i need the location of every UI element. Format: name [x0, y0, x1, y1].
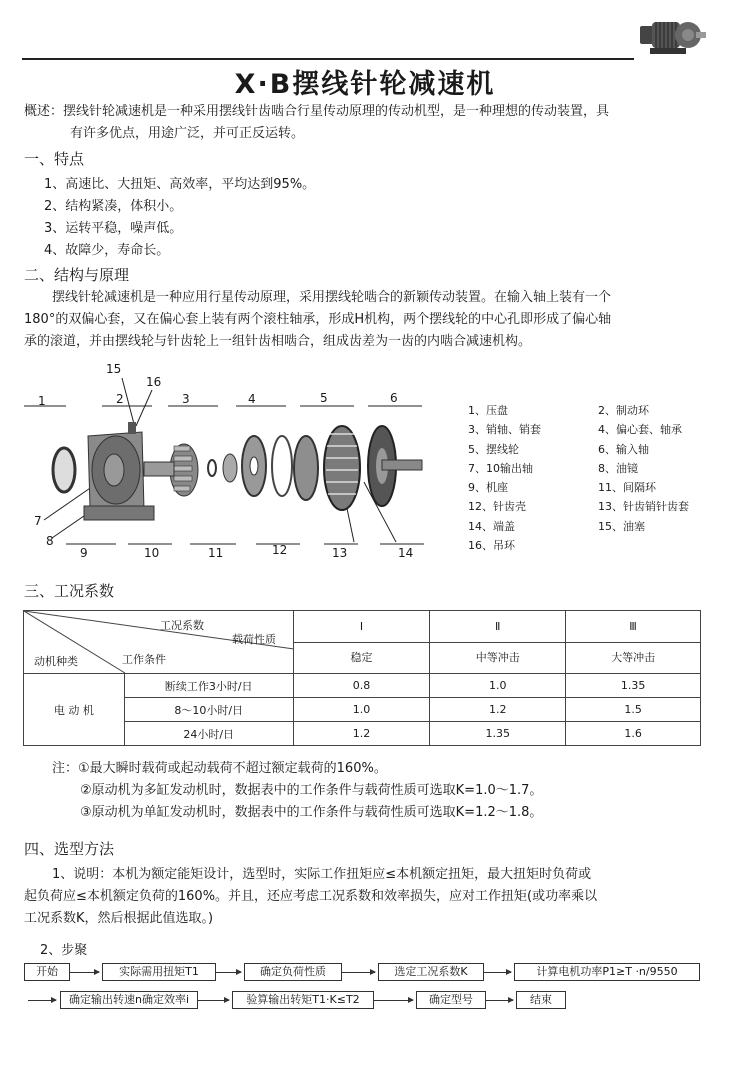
structure-paragraph-line: 承的滚道，并由摆线轮与针齿轮上一组针齿相啮合，组成齿差为一齿的内啮合减速机构。 — [24, 334, 532, 349]
header-reducer-image — [636, 14, 708, 58]
header-load: 载荷性质 — [232, 633, 276, 646]
part-number: 10 — [144, 546, 160, 560]
flow-step-end: 结束 — [516, 991, 566, 1009]
table-cell: 1.0 — [293, 698, 430, 722]
overview-line-1: 概述：摆线针轮减速机是一种采用摆线针齿啮合行星传动原理的传动机型，是一种理想的传动装置，具 — [24, 104, 610, 119]
part-number: 8 — [46, 534, 54, 548]
legend-item: 8、油镜 — [598, 461, 638, 475]
structure-paragraph-line: 摆线针轮减速机是一种应用行星传动原理，采用摆线轮啮合的新颖传动装置。在输入轴上装有一个 — [52, 290, 612, 305]
roman-ii: Ⅱ — [430, 611, 565, 643]
load-type: 稳定 — [350, 651, 373, 664]
part-number: 1 — [38, 394, 46, 408]
legend-item: 7、10输出轴 — [468, 461, 533, 475]
table-cell: 1.35 — [566, 674, 701, 698]
feature-item: 4、故障少，寿命长。 — [44, 243, 170, 258]
table-cell: 断续工作3小时/日 — [124, 674, 293, 698]
table-cell: 1.0 — [430, 674, 566, 698]
flow-arrow — [483, 972, 511, 973]
flow-step: 确定输出转速n确定效率i — [60, 991, 198, 1009]
legend-item: 12、针齿壳 — [468, 500, 526, 514]
part-number: 13 — [332, 546, 348, 560]
table-cell: 0.8 — [293, 674, 430, 698]
legend-item: 16、吊环 — [468, 539, 515, 553]
part-number: 3 — [182, 392, 190, 406]
condition-coefficient-table — [23, 610, 701, 746]
part-number: 15 — [106, 362, 122, 376]
table-cell: 1.5 — [566, 698, 701, 722]
roman-i: Ⅰ — [294, 611, 430, 643]
flow-arrow — [69, 972, 99, 973]
overview-line-2: 有许多优点，用途广泛，并可正反运转。 — [70, 126, 305, 141]
structure-paragraph-line: 180°的双偏心套，又在偏心套上装有两个滚柱轴承，形成H机构，两个摆线轮的中心孔即形成了偏心轴 — [24, 312, 612, 327]
load-type: 大等冲击 — [611, 651, 656, 664]
table-cell: 1.35 — [430, 722, 566, 746]
part-number: 7 — [34, 514, 42, 528]
flow-arrow — [215, 972, 241, 973]
legend-item: 15、油塞 — [598, 519, 645, 533]
table-col-1 — [293, 611, 430, 674]
feature-item: 3、运转平稳，噪声低。 — [44, 221, 183, 236]
section-heading-selection: 四、选型方法 — [24, 840, 115, 858]
section-heading-conditions: 三、工况系数 — [24, 582, 115, 600]
part-number: 12 — [272, 543, 288, 557]
part-number: 11 — [208, 546, 224, 560]
selection-paragraph-line: 起负荷应≤本机额定负荷的160%。并且，还应考虑工况系数和效率损失，应对工作扭矩(或功率乘以 — [24, 889, 598, 904]
parts-legend — [468, 401, 708, 555]
flow-arrow — [197, 1000, 229, 1001]
steps-heading: 2、步聚 — [40, 943, 88, 958]
selection-paragraph-line: 1、说明：本机为额定能矩设计，选型时，实际工作扭矩应≤本机额定扭矩，最大扭矩时负荷或 — [52, 867, 592, 882]
legend-item: 9、机座 — [468, 481, 508, 495]
page-title: X·B摆线针轮减速机 — [234, 69, 496, 100]
table-note: ③原动机为单缸发动机时，数据表中的工作条件与载荷性质可选取K=1.2～1.8。 — [80, 805, 543, 820]
flow-step: 验算输出转矩T1·K≤T2 — [232, 991, 374, 1009]
legend-item: 13、针齿销针齿套 — [598, 500, 689, 514]
flow-arrow — [485, 1000, 513, 1001]
roman-iii: Ⅲ — [566, 611, 700, 643]
header-work: 工作条件 — [122, 653, 166, 666]
legend-item: 6、输入轴 — [598, 442, 649, 456]
flow-arrow — [373, 1000, 413, 1001]
part-number: 5 — [320, 391, 328, 405]
flow-step-start: 开始 — [24, 963, 70, 981]
legend-item: 2、制动环 — [598, 404, 649, 417]
table-cell: 1.6 — [566, 722, 701, 746]
legend-item: 3、销轴、销套 — [468, 423, 541, 437]
flow-step: 计算电机功率P1≥T ·n/9550 — [514, 963, 700, 981]
flow-arrow — [28, 1000, 56, 1001]
section-heading-features: 一、特点 — [24, 150, 85, 168]
flow-step: 实际需用扭矩T1 — [102, 963, 216, 981]
section-heading-structure: 二、结构与原理 — [24, 266, 130, 284]
legend-item: 11、间隔环 — [598, 481, 656, 495]
table-cell: 1.2 — [293, 722, 430, 746]
part-number: 2 — [116, 392, 124, 406]
motor-cell: 电 动 机 — [24, 674, 125, 746]
header-coef: 工况系数 — [160, 619, 204, 632]
flow-step: 确定负荷性质 — [244, 963, 342, 981]
legend-item: 5、摆线轮 — [468, 442, 519, 456]
table-note: ②原动机为多缸发动机时，数据表中的工作条件与载荷性质可选取K=1.0～1.7。 — [80, 783, 543, 798]
legend-item: 14、端盖 — [468, 519, 515, 533]
part-number: 4 — [248, 392, 256, 406]
exploded-view-diagram — [24, 362, 444, 562]
flow-arrow — [341, 972, 375, 973]
header-motor: 动机种类 — [34, 655, 78, 668]
table-note: 注：①最大瞬时载荷或起动载荷不超过额定载荷的160%。 — [52, 761, 387, 776]
flow-step: 选定工况系数K — [378, 963, 484, 981]
table-cell: 24小时/日 — [124, 722, 293, 746]
selection-paragraph-line: 工况系数K，然后根据此值选取。) — [24, 911, 214, 926]
table-col-2 — [430, 611, 566, 674]
table-cell: 1.2 — [430, 698, 566, 722]
table-row — [24, 698, 701, 722]
legend-item: 4、偏心套、轴承 — [598, 423, 682, 437]
load-type: 中等冲击 — [475, 651, 520, 664]
table-col-3 — [566, 611, 701, 674]
table-corner-header — [24, 611, 294, 674]
part-number: 9 — [80, 546, 88, 560]
part-number: 14 — [398, 546, 414, 560]
table-cell: 8～10小时/日 — [124, 698, 293, 722]
flow-step: 确定型号 — [416, 991, 486, 1009]
legend-item: 1、压盘 — [468, 404, 508, 417]
header-rule — [22, 58, 634, 60]
table-row — [24, 674, 701, 698]
table-row — [24, 722, 701, 746]
part-number: 6 — [390, 391, 398, 405]
part-number: 16 — [146, 375, 162, 389]
feature-item: 1、高速比、大扭矩、高效率，平均达到95%。 — [44, 177, 316, 192]
feature-item: 2、结构紧凑，体积小。 — [44, 199, 183, 214]
